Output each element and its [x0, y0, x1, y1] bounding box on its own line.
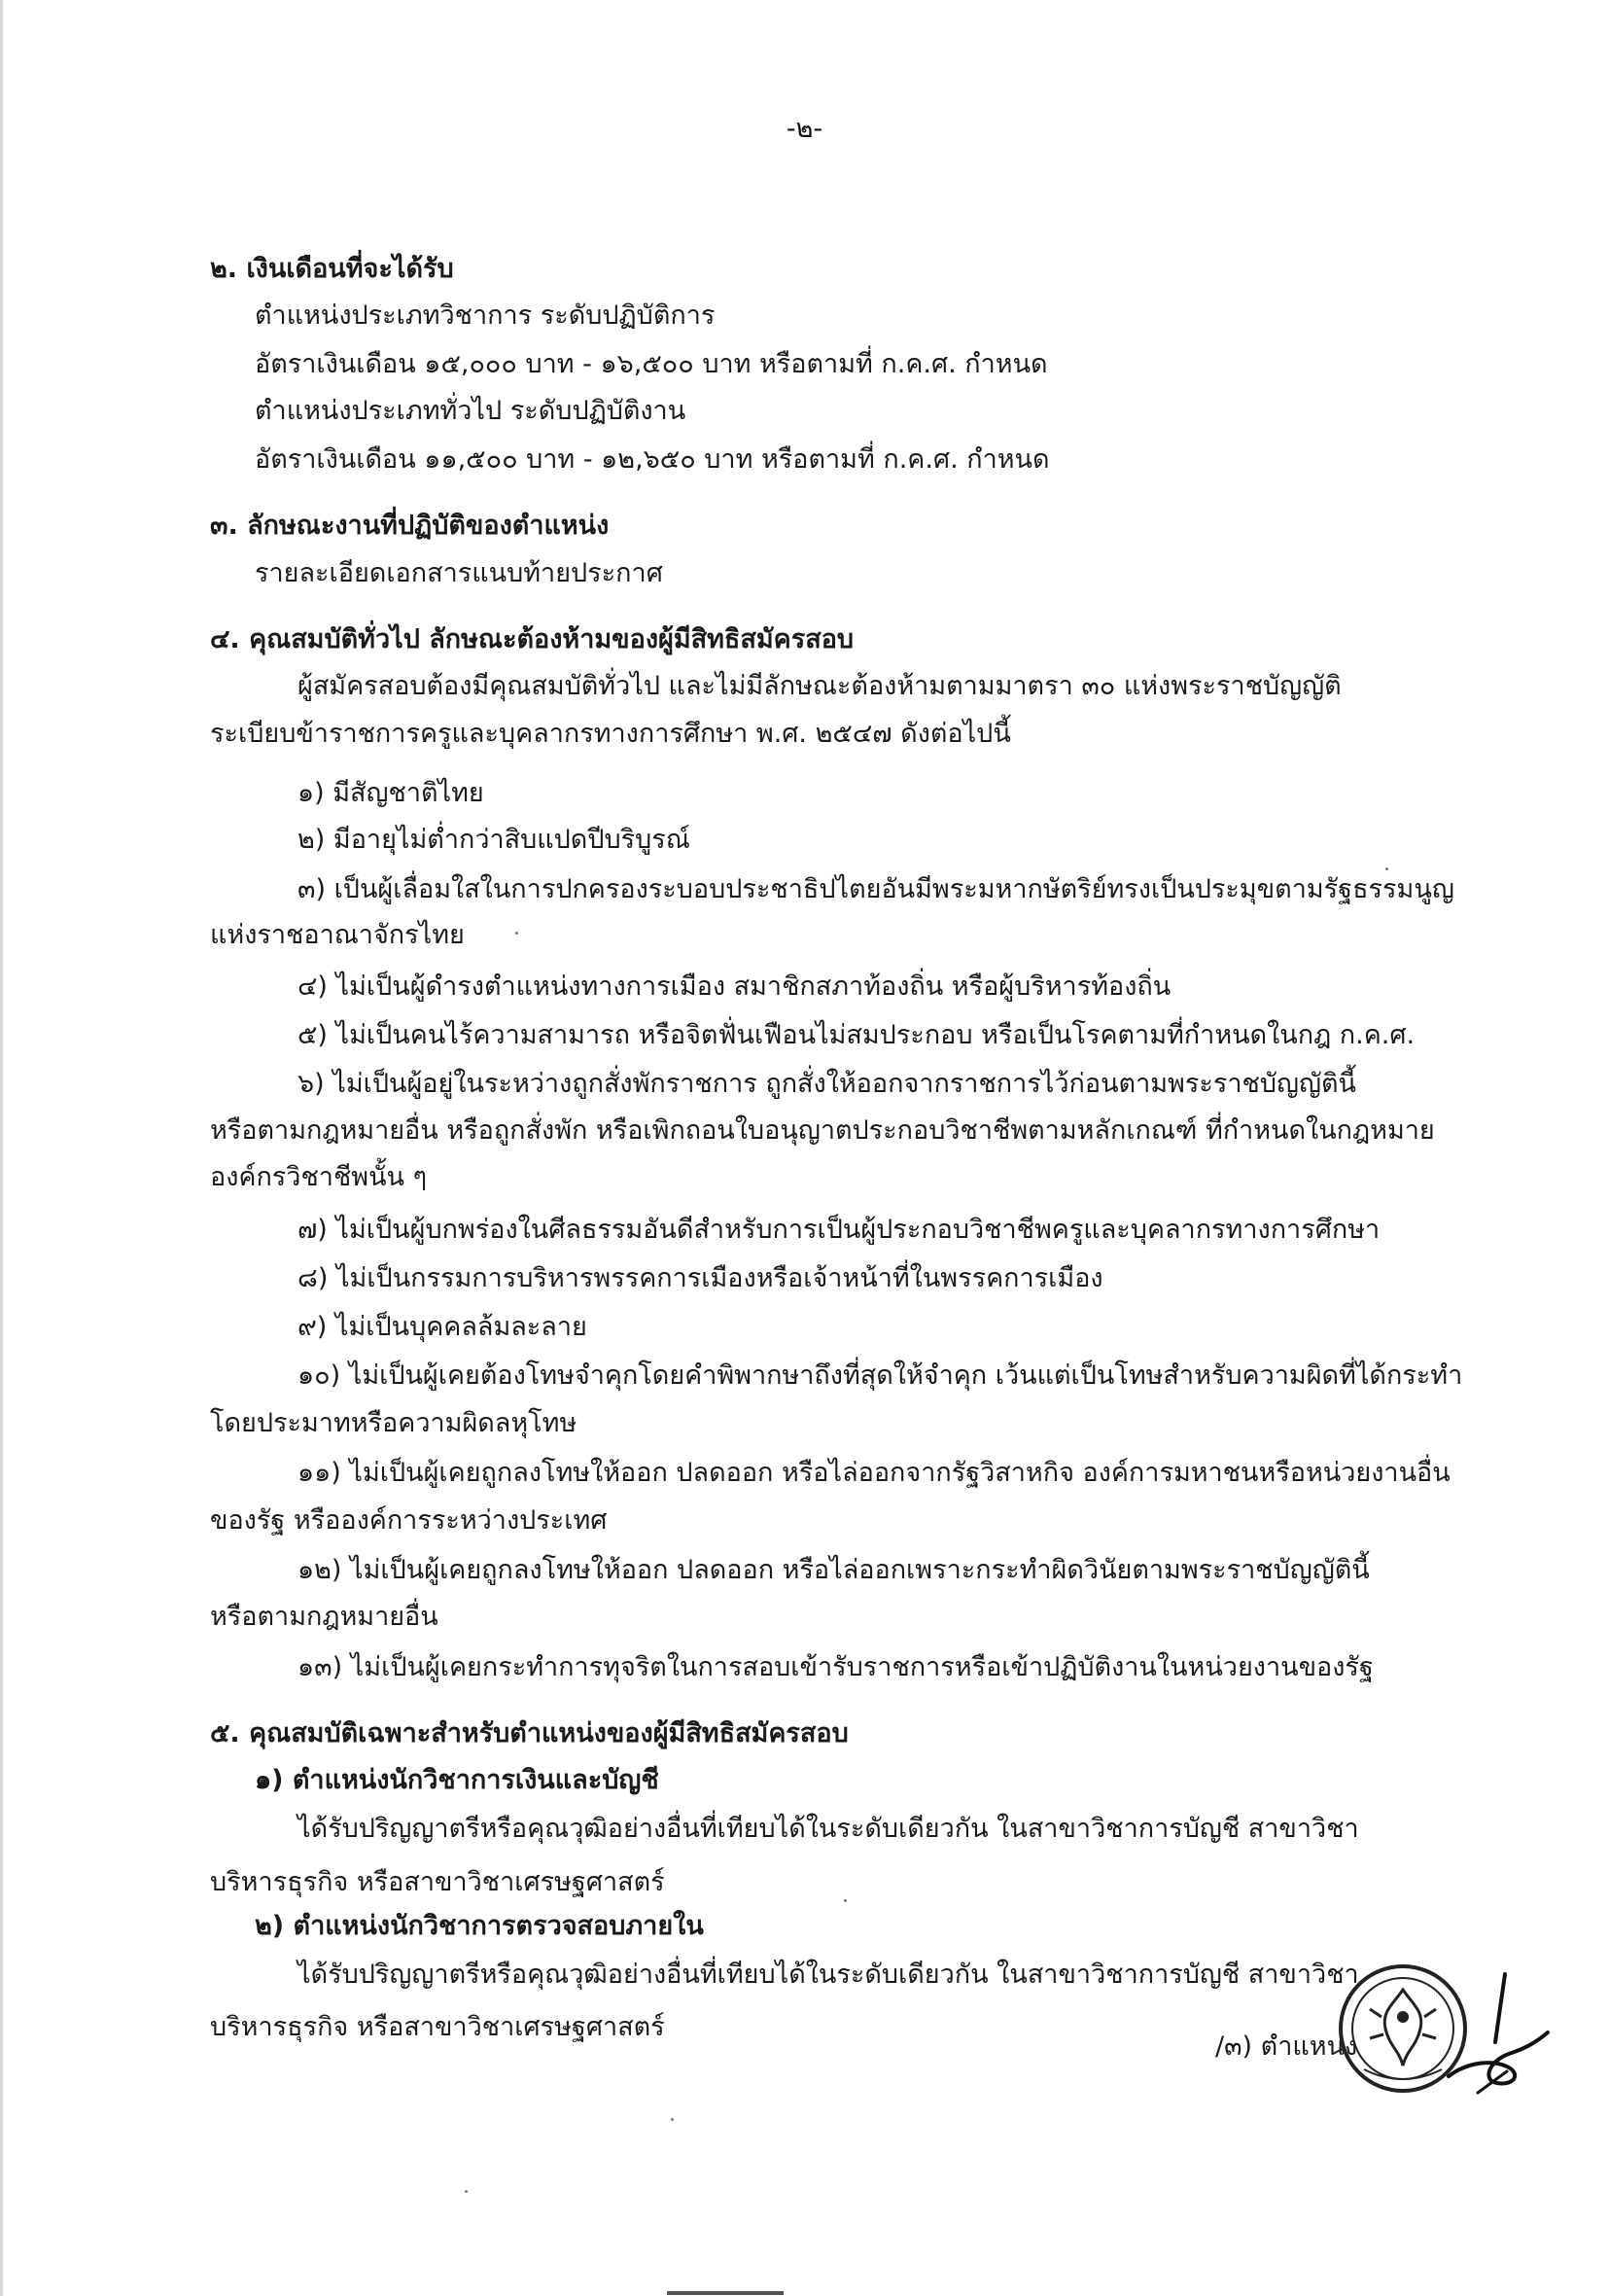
section-5-sub-1-line-2: บริหารธุรกิจ หรือสาขาวิชาเศรษฐศาสตร์ [210, 1867, 665, 1897]
scan-speck [1385, 867, 1388, 870]
section-4-item-11a: ๑๑) ไม่เป็นผู้เคยถูกลงโทษให้ออก ปลดออก หรือไล่ออกจากรัฐวิสาหกิจ องค์การมหาชนหรือหน่วยงานอื่น [297, 1458, 1451, 1488]
scan-speck [515, 932, 518, 935]
section-2-line-2: อัตราเงินเดือน ๑๕,๐๐๐ บาท - ๑๖,๕๐๐ บาท หรือตามที่ ก.ค.ศ. กำหนด [255, 349, 1048, 379]
section-4-intro-1: ผู้สมัครสอบต้องมีคุณสมบัติทั่วไป และไม่มีลักษณะต้องห้ามตามมาตรา ๓๐ แห่งพระราชบัญญัติ [297, 671, 1342, 701]
section-2-line-1: ตำแหน่งประเภทวิชาการ ระดับปฏิบัติการ [255, 300, 716, 331]
section-4-item-12b: หรือตามกฎหมายอื่น [210, 1602, 438, 1632]
section-4-item-6b: หรือตามกฎหมายอื่น หรือถูกสั่งพัก หรือเพิกถอนใบอนุญาตประกอบวิชาชีพตามหลักเกณฑ์ ที่กำหนดในกฎหมาย [210, 1115, 1435, 1146]
section-2-line-4: อัตราเงินเดือน ๑๑,๕๐๐ บาท - ๑๒,๖๕๐ บาท หรือตามที่ ก.ค.ศ. กำหนด [255, 444, 1050, 475]
continuation-marker: /๓) ตำแหน่ง [1215, 2031, 1358, 2062]
section-4-item-10a: ๑๐) ไม่เป็นผู้เคยต้องโทษจำคุกโดยคำพิพากษาถึงที่สุดให้จำคุก เว้นแต่เป็นโทษสำหรับความผิดที่ได้กระทำ [297, 1360, 1463, 1391]
section-4-intro-2: ระเบียบข้าราชการครูและบุคลากรทางการศึกษา พ.ศ. ๒๕๔๗ ดังต่อไปนี้ [210, 719, 1011, 749]
scan-speck [671, 2118, 674, 2121]
section-5-sub-2-heading: ๒) ตำแหน่งนักวิชาการตรวจสอบภายใน [255, 1911, 704, 1941]
section-4-item-9: ๙) ไม่เป็นบุคคลล้มละลาย [297, 1312, 587, 1342]
section-4-item-7: ๗) ไม่เป็นผู้บกพร่องในศีลธรรมอันดีสำหรับการเป็นผู้ประกอบวิชาชีพครูและบุคลากรทางการศึกษา [297, 1215, 1381, 1245]
section-4-item-5: ๕) ไม่เป็นคนไร้ความสามารถ หรือจิตฟั่นเฟือนไม่สมประกอบ หรือเป็นโรคตามที่กำหนดในกฎ ก.ค.ศ. [297, 1020, 1416, 1050]
scan-edge-mark [667, 2291, 784, 2295]
section-4-item-13: ๑๓) ไม่เป็นผู้เคยกระทำการทุจริตในการสอบเข้ารับราชการหรือเข้าปฏิบัติงานในหน่วยงานของรัฐ [297, 1652, 1374, 1682]
section-4-heading: ๔. คุณสมบัติทั่วไป ลักษณะต้องห้ามของผู้มีสิทธิสมัครสอบ [210, 624, 855, 654]
section-5-sub-1-line-1: ได้รับปริญญาตรีหรือคุณวุฒิอย่างอื่นที่เทียบได้ในระดับเดียวกัน ในสาขาวิชาการบัญชี สาขาวิชา [297, 1814, 1359, 1844]
section-4-item-3b: แห่งราชอาณาจักรไทย [210, 920, 465, 950]
scan-edge [0, 0, 3, 2296]
section-2-heading: ๒. เงินเดือนที่จะได้รับ [210, 254, 454, 284]
section-5-sub-2-line-1: ได้รับปริญญาตรีหรือคุณวุฒิอย่างอื่นที่เทียบได้ในระดับเดียวกัน ในสาขาวิชาการบัญชี สาขาวิชา [297, 1960, 1359, 1990]
section-2-line-3: ตำแหน่งประเภททั่วไป ระดับปฏิบัติงาน [255, 396, 686, 426]
section-4-item-10b: โดยประมาทหรือความผิดลหุโทษ [210, 1408, 577, 1438]
section-5-sub-1-heading: ๑) ตำแหน่งนักวิชาการเงินและบัญชี [255, 1765, 659, 1795]
section-4-item-8: ๘) ไม่เป็นกรรมการบริหารพรรคการเมืองหรือเจ้าหน้าที่ในพรรคการเมือง [297, 1263, 1103, 1293]
section-4-item-6a: ๖) ไม่เป็นผู้อยู่ในระหว่างถูกสั่งพักราชการ ถูกสั่งให้ออกจากราชการไว้ก่อนตามพระราชบัญญัตินี้ [297, 1069, 1356, 1099]
handwritten-signature [1439, 1964, 1556, 2110]
section-4-item-2: ๒) มีอายุไม่ต่ำกว่าสิบแปดปีบริบูรณ์ [297, 825, 690, 855]
scan-speck [465, 2190, 468, 2193]
section-5-sub-2-line-2: บริหารธุรกิจ หรือสาขาวิชาเศรษฐศาสตร์ [210, 2012, 665, 2042]
section-4-item-4: ๔) ไม่เป็นผู้ดำรงตำแหน่งทางการเมือง สมาชิกสภาท้องถิ่น หรือผู้บริหารท้องถิ่น [297, 971, 1172, 1002]
section-4-item-6c: องค์กรวิชาชีพนั้น ๆ [210, 1162, 428, 1192]
section-3-line-1: รายละเอียดเอกสารแนบท้ายประกาศ [255, 558, 663, 588]
section-4-item-12a: ๑๒) ไม่เป็นผู้เคยถูกลงโทษให้ออก ปลดออก หรือไล่ออกเพราะกระทำผิดวินัยตามพระราชบัญญัตินี้ [297, 1555, 1370, 1585]
scan-speck [844, 1899, 847, 1902]
section-3-heading: ๓. ลักษณะงานที่ปฏิบัติของตำแหน่ง [210, 511, 610, 541]
section-5-heading: ๕. คุณสมบัติเฉพาะสำหรับตำแหน่งของผู้มีสิทธิสมัครสอบ [210, 1718, 849, 1748]
section-4-item-11b: ของรัฐ หรือองค์การระหว่างประเทศ [210, 1505, 608, 1536]
section-4-item-1: ๑) มีสัญชาติไทย [297, 778, 484, 808]
page-number: -๒- [786, 114, 823, 144]
section-4-item-3a: ๓) เป็นผู้เลื่อมใสในการปกครองระบอบประชาธิปไตยอันมีพระมหากษัตริย์ทรงเป็นประมุขตามรัฐธรรมนูญ [297, 874, 1454, 904]
